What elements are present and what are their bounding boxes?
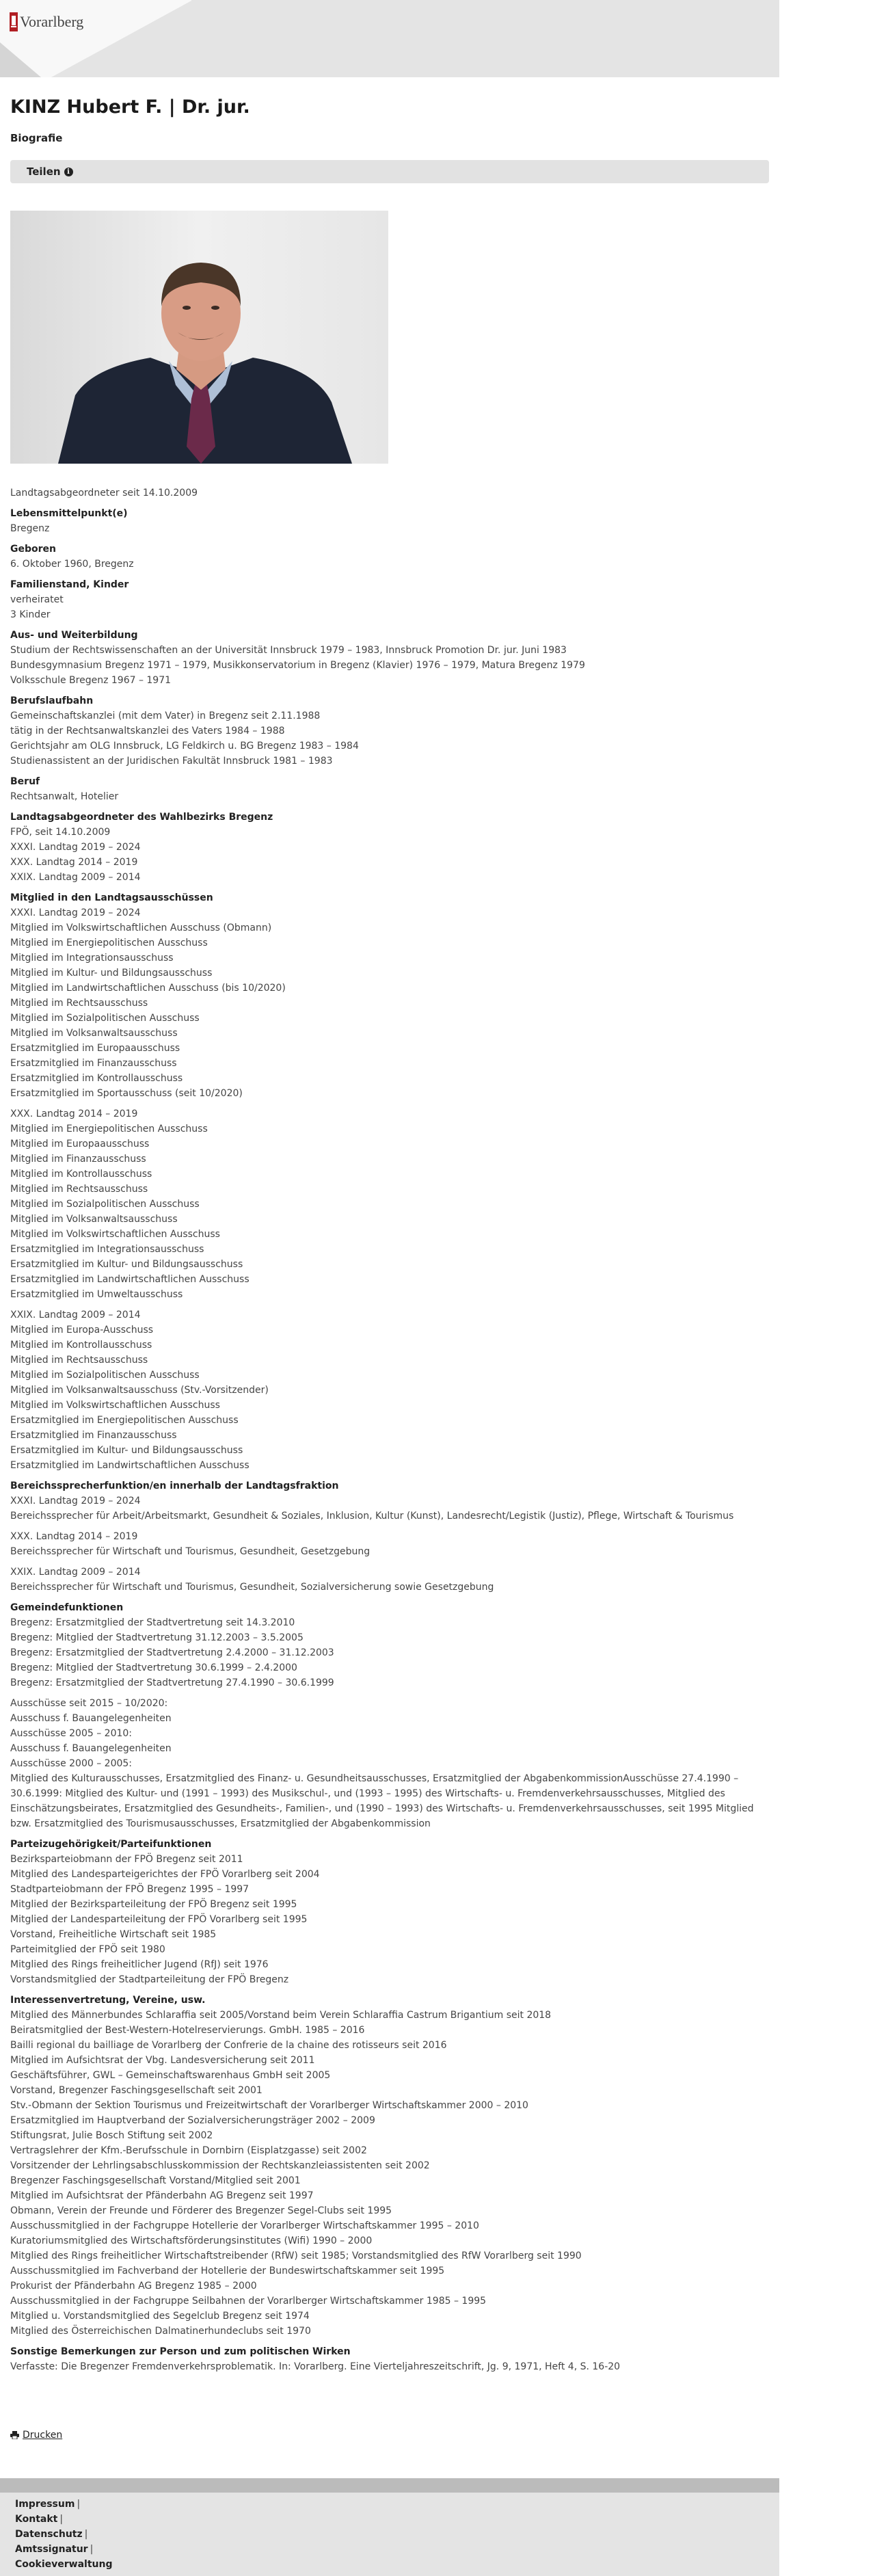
- bio-line: Mitglied des Männerbundes Schlaraffia seit 2005/Vorstand beim Verein Schlaraffia Castrum Brigantium seit 2018: [10, 2010, 552, 2021]
- bio-section-heading: Bereichssprecherfunktion/en innerhalb der Landtagsfraktion: [10, 1480, 339, 1491]
- bio-section: [10, 774, 769, 804]
- bio-section: [10, 577, 769, 622]
- footer-link-datenschutz[interactable]: Datenschutz: [15, 2529, 83, 2540]
- bio-line: Verfasste: Die Bregenzer Fremdenverkehrsproblematik. In: Vorarlberg. Eine Vierteljahreszeitschrift, Jg. 9, 1971, Heft 4, S. 16-20: [10, 2361, 621, 2372]
- bio-line: Bezirksparteiobmann der FPÖ Bregenz seit 2011: [10, 1854, 243, 1865]
- share-label: Teilen: [27, 165, 61, 178]
- bio-line: Parteimitglied der FPÖ seit 1980: [10, 1944, 165, 1955]
- bio-line: Ersatzmitglied im Hauptverband der Sozialversicherungsträger 2002 – 2009: [10, 2115, 375, 2126]
- bio-line: Ersatzmitglied im Kultur- und Bildungsausschuss: [10, 1259, 243, 1270]
- bio-section: [10, 2344, 769, 2374]
- bio-section-heading: Interessenvertretung, Vereine, usw.: [10, 1995, 206, 2006]
- bio-line: Bregenz: [10, 523, 50, 534]
- bio-line: Stv.-Obmann der Sektion Tourismus und Freizeitwirtschaft der Vorarlberger Wirtschaftskammer 2000 – 2010: [10, 2100, 528, 2111]
- bio-section-heading: Lebensmittelpunkt(e): [10, 508, 128, 519]
- bio-line: Mitglied im Finanzausschuss: [10, 1154, 146, 1165]
- bio-line: Mitglied im Energiepolitischen Ausschuss: [10, 1124, 208, 1134]
- bio-line: Gemeinschaftskanzlei (mit dem Vater) in Bregenz seit 2.11.1988: [10, 711, 321, 721]
- footer-divider: [0, 2478, 779, 2493]
- bio-line: Mitglied im Volkswirtschaftlichen Ausschuss: [10, 1400, 220, 1411]
- bio-section-heading: Gemeindefunktionen: [10, 1602, 124, 1613]
- bio-line: Bregenz: Mitglied der Stadtvertretung 31.12.2003 – 3.5.2005: [10, 1632, 304, 1643]
- bio-line: Ausschussmitglied in der Fachgruppe Hotellerie der Vorarlberger Wirtschaftskammer 1995 – 2010: [10, 2220, 479, 2231]
- bio-line: FPÖ, seit 14.10.2009: [10, 827, 111, 838]
- bio-section-heading: Aus- und Weiterbildung: [10, 630, 138, 641]
- bio-line: Ausschuss f. Bauangelegenheiten: [10, 1713, 172, 1724]
- bio-line: Ausschüsse 2005 – 2010:: [10, 1728, 133, 1739]
- footer-link-row: [15, 2542, 112, 2557]
- bio-line: Bregenz: Ersatzmitglied der Stadtvertretung seit 14.3.2010: [10, 1617, 295, 1628]
- bio-line: Mitglied im Rechtsausschuss: [10, 1184, 148, 1195]
- bio-line: XXIX. Landtag 2009 – 2014: [10, 1567, 141, 1578]
- bio-section: [10, 693, 769, 769]
- bio-section: [10, 628, 769, 688]
- bio-line: Vorstand, Bregenzer Faschingsgesellschaft seit 2001: [10, 2085, 262, 2096]
- bio-line: Mitglied im Kontrollausschuss: [10, 1340, 152, 1351]
- footer-separator: |: [84, 2529, 88, 2540]
- bio-line: Gerichtsjahr am OLG Innsbruck, LG Feldkirch u. BG Bregenz 1983 – 1984: [10, 741, 359, 752]
- bio-line: Mitglied im Europa-Ausschuss: [10, 1325, 154, 1336]
- bio-line: Bregenzer Faschingsgesellschaft Vorstand/Mitglied seit 2001: [10, 2175, 301, 2186]
- share-button[interactable]: [27, 165, 73, 178]
- bio-spacer: [10, 1524, 769, 1529]
- bio-section: [10, 506, 769, 536]
- bio-line: 3 Kinder: [10, 609, 51, 620]
- footer-link-row: [15, 2512, 112, 2527]
- bio-line: Mitglied im Sozialpolitischen Ausschuss: [10, 1013, 200, 1024]
- bio-section-heading: Landtagsabgeordneter des Wahlbezirks Bregenz: [10, 812, 273, 823]
- bio-spacer: [10, 1690, 769, 1696]
- bio-section: [10, 542, 769, 572]
- bio-line: Mitglied im Volksanwaltsausschuss: [10, 1028, 178, 1039]
- bio-line: Mitglied im Kultur- und Bildungsausschuss: [10, 968, 213, 979]
- bio-line: XXIX. Landtag 2009 – 2014: [10, 1310, 141, 1320]
- bio-line: Ersatzmitglied im Europaausschuss: [10, 1043, 180, 1054]
- bio-line: Bregenz: Ersatzmitglied der Stadtvertretung 27.4.1990 – 30.6.1999: [10, 1677, 334, 1688]
- bio-line: Vorsitzender der Lehrlingsabschlusskommission der Rechtskanzleiassistenten seit 2002: [10, 2160, 430, 2171]
- bio-line: XXIX. Landtag 2009 – 2014: [10, 872, 141, 883]
- bio-line: Mitglied im Sozialpolitischen Ausschuss: [10, 1370, 200, 1381]
- bio-line: Mitglied im Kontrollausschuss: [10, 1169, 152, 1180]
- site-footer: [0, 2493, 779, 2576]
- footer-separator: |: [77, 2499, 81, 2510]
- bio-line: Mitglied des Rings freiheitlicher Wirtschaftstreibender (RfW) seit 1985; Vorstandsmitglied des RfW Vorarlberg seit 1990: [10, 2250, 582, 2261]
- footer-separator: |: [59, 2514, 64, 2525]
- bio-section: [10, 486, 769, 501]
- bio-line: XXXI. Landtag 2019 – 2024: [10, 907, 141, 918]
- bio-line: Studium der Rechtswissenschaften an der Universität Innsbruck 1979 – 1983, Innsbruck Promotion Dr. jur. Juni 1983: [10, 645, 567, 656]
- footer-link-amtssignatur[interactable]: Amtssignatur: [15, 2544, 88, 2555]
- bio-line: Mitglied im Volksanwaltsausschuss: [10, 1214, 178, 1225]
- bio-section-heading: Familienstand, Kinder: [10, 579, 129, 590]
- bio-line: Bereichssprecher für Wirtschaft und Tourismus, Gesundheit, Gesetzgebung: [10, 1546, 371, 1557]
- bio-line: Ausschüsse seit 2015 – 10/2020:: [10, 1698, 168, 1709]
- bio-section-heading: Mitglied in den Landtagsausschüssen: [10, 892, 213, 903]
- bio-line: Mitglied des Rings freiheitlicher Jugend (RfJ) seit 1976: [10, 1959, 269, 1970]
- bio-section-heading: Berufslaufbahn: [10, 695, 94, 706]
- bio-line: Mitglied des Österreichischen Dalmatinerhundeclubs seit 1970: [10, 2326, 311, 2337]
- bio-section-heading: Parteizugehörigkeit/Parteifunktionen: [10, 1839, 212, 1850]
- bio-line: Mitglied im Rechtsausschuss: [10, 998, 148, 1009]
- bio-line: Beiratsmitglied der Best-Western-Hotelreservierungs. GmbH. 1985 – 2016: [10, 2025, 365, 2036]
- bio-line: Ersatzmitglied im Landwirtschaftlichen Ausschuss: [10, 1274, 250, 1285]
- bio-line: Mitglied im Sozialpolitischen Ausschuss: [10, 1199, 200, 1210]
- bio-line: Mitglied der Landesparteileitung der FPÖ Vorarlberg seit 1995: [10, 1914, 308, 1925]
- footer-link-cookieverwaltung[interactable]: Cookieverwaltung: [15, 2559, 113, 2570]
- bio-line: XXXI. Landtag 2019 – 2024: [10, 1496, 141, 1506]
- bio-line: tätig in der Rechtsanwaltskanzlei des Vaters 1984 – 1988: [10, 726, 285, 736]
- footer-link-row: [15, 2527, 112, 2542]
- bio-line: Bregenz: Ersatzmitglied der Stadtvertretung 2.4.2000 – 31.12.2003: [10, 1647, 334, 1658]
- bio-line: Ausschussmitglied im Fachverband der Hotellerie der Bundeswirtschaftskammer seit 1995: [10, 2266, 445, 2276]
- printer-icon: [10, 2431, 19, 2439]
- bio-line: Geschäftsführer, GWL – Gemeinschaftswarenhaus GmbH seit 2005: [10, 2070, 331, 2081]
- bio-line: Ersatzmitglied im Integrationsausschuss: [10, 1244, 204, 1255]
- bio-line: 6. Oktober 1960, Bregenz: [10, 559, 134, 570]
- header-wedge-graphic: [0, 0, 191, 77]
- bio-section: [10, 810, 769, 885]
- bio-line: Bereichssprecher für Arbeit/Arbeitsmarkt, Gesundheit & Soziales, Inklusion, Kultur (Kunst), Landesrecht/Legistik (Justiz), Pflege, Wirtschaft & Tourismus: [10, 1511, 734, 1522]
- footer-link-row: [15, 2497, 112, 2512]
- bio-line: Landtagsabgeordneter seit 14.10.2009: [10, 488, 198, 499]
- footer-link-row: [15, 2557, 112, 2572]
- bio-line: Mitglied im Aufsichtsrat der Vbg. Landesversicherung seit 2011: [10, 2055, 315, 2066]
- bio-line: Prokurist der Pfänderbahn AG Bregenz 1985 – 2000: [10, 2281, 257, 2292]
- bio-line: Vorstandsmitglied der Stadtparteileitung der FPÖ Bregenz: [10, 1974, 289, 1985]
- bio-line: Ersatzmitglied im Landwirtschaftlichen Ausschuss: [10, 1460, 250, 1471]
- bio-spacer: [10, 1101, 769, 1106]
- bio-line: XXX. Landtag 2014 – 2019: [10, 1531, 138, 1542]
- footer-link-kontakt[interactable]: Kontakt: [15, 2514, 58, 2525]
- bio-line: Ersatzmitglied im Sportausschuss (seit 10/2020): [10, 1088, 243, 1099]
- bio-line: Ersatzmitglied im Finanzausschuss: [10, 1430, 177, 1441]
- footer-link-impressum[interactable]: Impressum: [15, 2499, 75, 2510]
- bio-line: Vorstand, Freiheitliche Wirtschaft seit 1985: [10, 1929, 217, 1940]
- bio-line: Vertragslehrer der Kfm.-Berufsschule in Dornbirn (Eisplatzgasse) seit 2002: [10, 2145, 367, 2156]
- bio-line: Mitglied im Landwirtschaftlichen Ausschuss (bis 10/2020): [10, 983, 286, 994]
- bio-line: Obmann, Verein der Freunde und Förderer des Bregenzer Segel-Clubs seit 1995: [10, 2205, 392, 2216]
- bio-section-heading: Geboren: [10, 544, 56, 555]
- bio-line: Bregenz: Mitglied der Stadtvertretung 30.6.1999 – 2.4.2000: [10, 1662, 297, 1673]
- bio-line: Mitglied des Landesparteigerichtes der FPÖ Vorarlberg seit 2004: [10, 1869, 320, 1880]
- bio-line: XXXI. Landtag 2019 – 2024: [10, 842, 141, 853]
- bio-line: Kuratoriumsmitglied des Wirtschaftsförderungsinstitutes (Wifi) 1990 – 2000: [10, 2235, 373, 2246]
- bio-line: Mitglied im Europaausschuss: [10, 1139, 150, 1150]
- footer-links: [15, 2497, 112, 2572]
- bio-line: Ausschüsse 2000 – 2005:: [10, 1758, 133, 1769]
- coat-of-arms-icon: [10, 12, 18, 31]
- bio-line: Volksschule Bregenz 1967 – 1971: [10, 675, 172, 686]
- portrait-photo: [10, 211, 388, 464]
- bio-line: Ausschuss f. Bauangelegenheiten: [10, 1743, 172, 1754]
- bio-line: XXX. Landtag 2014 – 2019: [10, 857, 138, 868]
- bio-line: Stiftungsrat, Julie Bosch Stiftung seit 2002: [10, 2130, 213, 2141]
- bio-line: Mitglied u. Vorstandsmitglied des Segelclub Bregenz seit 1974: [10, 2311, 310, 2322]
- bio-section: [10, 1478, 769, 1595]
- bio-line: Mitglied im Volksanwaltsausschuss (Stv.-Vorsitzender): [10, 1385, 269, 1396]
- bio-line: Ersatzmitglied im Finanzausschuss: [10, 1058, 177, 1069]
- page-subtitle: Biografie: [10, 132, 63, 144]
- bio-line: Studienassistent an der Juridischen Fakultät Innsbruck 1981 – 1983: [10, 756, 333, 767]
- bio-line: Mitglied im Rechtsausschuss: [10, 1355, 148, 1366]
- bio-line: Mitglied im Volkswirtschaftlichen Ausschuss: [10, 1229, 220, 1240]
- site-header: [0, 0, 779, 77]
- logo-text: Vorarlberg: [20, 13, 84, 30]
- bio-spacer: [10, 1559, 769, 1565]
- bio-line: Ersatzmitglied im Energiepolitischen Ausschuss: [10, 1415, 239, 1426]
- bio-line: Mitglied im Volkswirtschaftlichen Ausschuss (Obmann): [10, 922, 272, 933]
- bio-line: verheiratet: [10, 594, 64, 605]
- bio-line: Mitglied der Bezirksparteileitung der FPÖ Bregenz seit 1995: [10, 1899, 297, 1910]
- bio-line: Stadtparteiobmann der FPÖ Bregenz 1995 – 1997: [10, 1884, 250, 1895]
- bio-section-heading: Sonstige Bemerkungen zur Person und zum politischen Wirken: [10, 2346, 351, 2357]
- bio-spacer: [10, 1302, 769, 1307]
- biography: [10, 486, 769, 2380]
- bio-line: Mitglied im Energiepolitischen Ausschuss: [10, 938, 208, 948]
- footer-separator: |: [90, 2544, 94, 2555]
- print-link[interactable]: [10, 2430, 62, 2441]
- bio-section-heading: Beruf: [10, 776, 40, 787]
- page-title: KINZ Hubert F. | Dr. jur.: [10, 96, 250, 118]
- bio-line: Bereichssprecher für Wirtschaft und Tourismus, Gesundheit, Sozialversicherung sowie Gesetzgebung: [10, 1582, 494, 1593]
- site-logo[interactable]: [10, 12, 83, 31]
- bio-line: XXX. Landtag 2014 – 2019: [10, 1108, 138, 1119]
- bio-line: Mitglied im Integrationsausschuss: [10, 953, 174, 964]
- bio-line: Ausschussmitglied in der Fachgruppe Seilbahnen der Vorarlberger Wirtschaftskammer 1985 – 1995: [10, 2296, 487, 2307]
- bio-line: Mitglied im Aufsichtsrat der Pfänderbahn AG Bregenz seit 1997: [10, 2190, 314, 2201]
- bio-line: Bailli regional du bailliage de Vorarlberg der Confrerie de la chaine des rotisseurs seit 2016: [10, 2040, 447, 2051]
- bio-section: [10, 1993, 769, 2339]
- print-label: Drucken: [23, 2430, 63, 2441]
- bio-line: Ersatzmitglied im Kontrollausschuss: [10, 1073, 183, 1084]
- bio-line: Ersatzmitglied im Umweltausschuss: [10, 1289, 183, 1300]
- bio-line: Ersatzmitglied im Kultur- und Bildungsausschuss: [10, 1445, 243, 1456]
- bio-line: Mitglied des Kulturausschusses, Ersatzmitglied des Finanz- u. Gesundheitsausschusses, Ersatzmitglied der AbgabenkommissionAusschüsse 27.4.1990 – 30.6.1999: Mitglied des Kultur- und (1991 – 1993) des Musikschul-, und (1993 – 1995) des Wirtschafts- u. Fremdenverkehrsausschusses, Mitglied des Einschätzungsbeirates, Ersatzmitglied des Gesundheits-, Familien-, und (1990 – 1993) des Wirtschafts- u. Fremdenverkehrsausschusses, seit 1995 Mitglied bzw. Ersatzmitglied des Tourismusausschusses, Ersatzmitglied der Abgabenkommission: [10, 1773, 754, 1829]
- bio-section: [10, 1837, 769, 1987]
- bio-section: [10, 890, 769, 1473]
- bio-section: [10, 1600, 769, 1831]
- bio-line: Rechtsanwalt, Hotelier: [10, 791, 119, 802]
- info-icon: i: [64, 168, 73, 176]
- bio-line: Bundesgymnasium Bregenz 1971 – 1979, Musikkonservatorium in Bregenz (Klavier) 1976 – 1979, Matura Bregenz 1979: [10, 660, 585, 671]
- share-bar: [10, 160, 769, 183]
